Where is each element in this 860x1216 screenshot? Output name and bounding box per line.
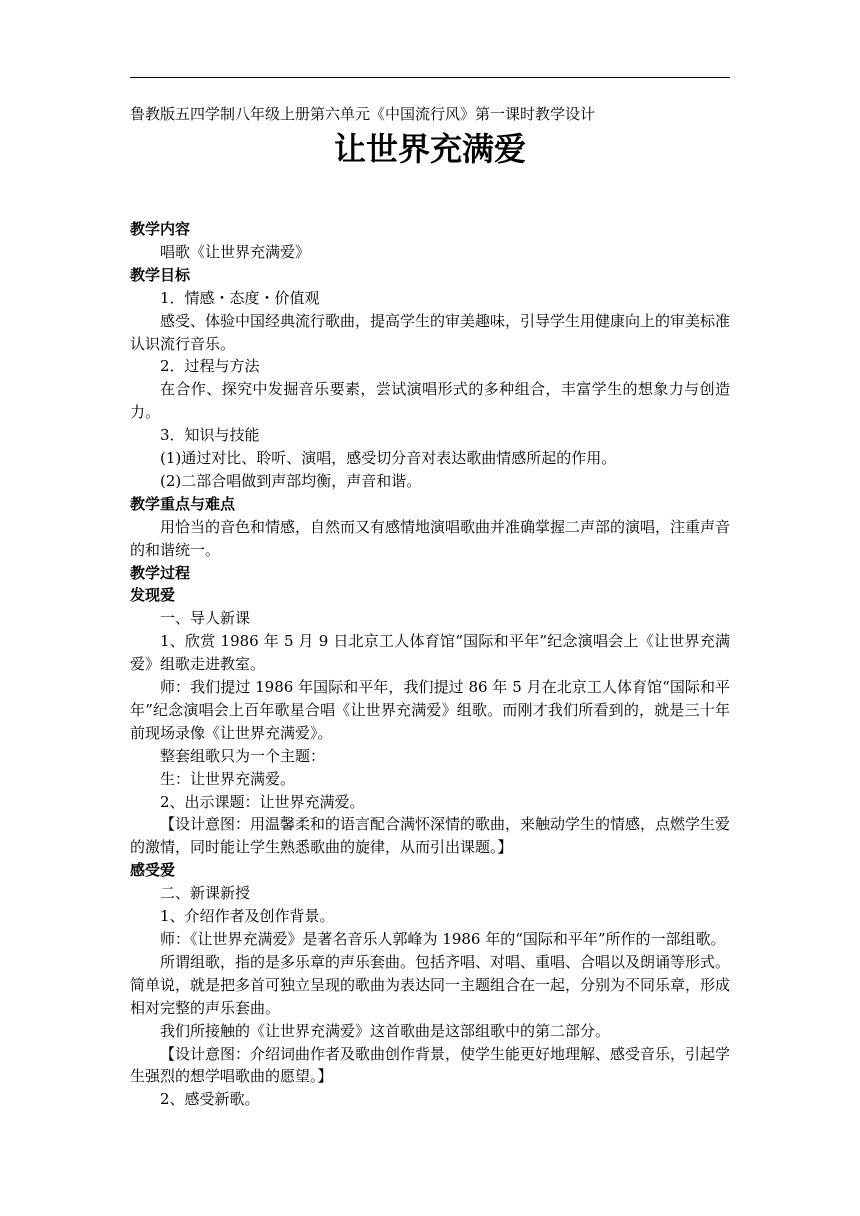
paragraph: 二、新课新授 (160, 884, 251, 903)
paragraph: 一、导人新课 (160, 609, 251, 628)
section-heading: 教学内容 (130, 220, 191, 238)
paragraph: 生：让世界充满爱。 (160, 769, 296, 788)
paragraph: 感受、体验中国经典流行歌曲，提高学生的审美趣味，引导学生用健康向上的审美标准认识流行音乐。 (130, 311, 731, 353)
paragraph: 师：我们提过 1986 年国际和平年，我们提过 86 年 5 月在北京工人体育馆“国际和平年”纪念演唱会上百年歌星合唱《让世界充满爱》组歌。而刚才我们所看到的，就是三十年前现场录像《让世界充满爱》。 (130, 678, 730, 742)
paragraph: (1)通过对比、聆听、演唱，感受切分音对表达歌曲情感所起的作用。 (160, 449, 617, 468)
header-rule (130, 77, 730, 78)
paragraph: 2、感受新歌。 (160, 1090, 260, 1109)
document-page (130, 102, 730, 1111)
paragraph: 2、出示课题：让世界充满爱。 (160, 792, 365, 811)
paragraph: 用恰当的音色和情感，自然而又有感情地演唱歌曲并准确掌握二声部的演唱，注重声音的和谐统一。 (130, 517, 731, 559)
section-heading: 教学目标 (130, 265, 191, 284)
paragraph: 所谓组歌，指的是多乐章的声乐套曲。包括齐唱、对唱、重唱、合唱以及朗诵等形式。简单说，就是把多首可独立呈现的歌曲为表达同一主题组合在一起，分别为不同乐章，形成相对完整的声乐套曲。 (130, 952, 731, 1017)
section-heading: 教学重点与难点 (130, 494, 236, 513)
paragraph: 我们所接触的《让世界充满爱》这首歌曲是这部组歌中的第二部分。 (160, 1021, 611, 1040)
paragraph: (2)二部合唱做到声部均衡，声音和谐。 (160, 471, 422, 490)
paragraph: 【设计意图：用温馨柔和的语言配合满怀深情的歌曲，来触动学生的情感，点燃学生爱的激情，同时能让学生熟悉歌曲的旋律，从而引出课题。】 (130, 815, 731, 857)
section-heading: 发现爱 (130, 586, 176, 605)
paragraph: 1、欣赏 1986 年 5 月 9 日北京工人体育馆“国际和平年”纪念演唱会上《让世界充满爱》组歌走进教室。 (130, 632, 730, 674)
paragraph: 在合作、探究中发掘音乐要素，尝试演唱形式的多种组合，丰富学生的想象力与创造力。 (130, 380, 730, 422)
paragraph: 1、介绍作者及创作背景。 (160, 907, 335, 926)
document-body (130, 218, 730, 1111)
paragraph: 3．知识与技能 (160, 426, 260, 445)
paragraph: 师：《让世界充满爱》是著名音乐人郭峰为 1986 年的“国际和平年”所作的一部组歌。 (160, 930, 726, 948)
paragraph: 【设计意图：介绍词曲作者及歌曲创作背景，使学生能更好地理解、感受音乐，引起学生强烈的想学唱歌曲的愿望。】 (130, 1044, 731, 1086)
document-subtitle: 鲁教版五四学制八年级上册第六单元《中国流行风》第一课时教学设计 (130, 105, 596, 123)
paragraph: 2．过程与方法 (160, 357, 260, 376)
document-title: 让世界充满爱 (333, 130, 526, 168)
paragraph: 唱歌《让世界充满爱》 (160, 242, 311, 261)
section-heading: 教学过程 (130, 563, 191, 582)
paragraph: 1．情感・态度・价值观 (160, 288, 320, 307)
paragraph: 整套组歌只为一个主题： (160, 746, 326, 765)
section-heading: 感受爱 (130, 861, 176, 880)
